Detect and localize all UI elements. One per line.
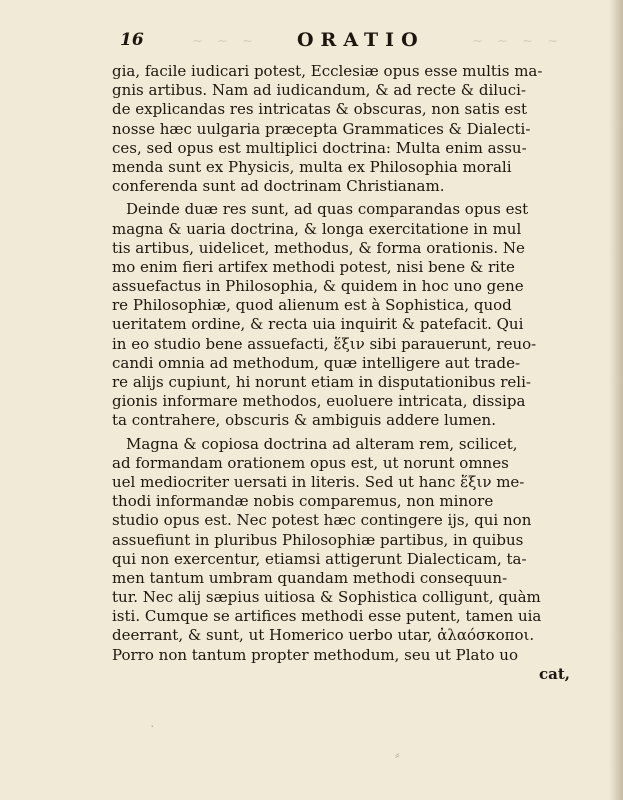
text-line: nosse hæc uulgaria præcepta Grammatices & Dialecti-: [112, 119, 531, 138]
running-title: ORATIO: [297, 29, 425, 51]
page-header: [112, 28, 570, 56]
catchword: cat,: [538, 664, 570, 683]
text-line: assuefactus in Philosophia, & quidem in hoc uno gene: [112, 277, 524, 296]
text-line: in eo studio bene assuefacti, ἕξιν sibi parauerunt, reuo-: [112, 334, 537, 353]
paragraph: [112, 200, 570, 430]
paragraph: [112, 62, 570, 196]
text-line: de explicandas res intricatas & obscuras, non satis est: [112, 100, 528, 119]
text-line: ueritatem ordine, & recta uia inquirit & patefacit. Qui: [112, 315, 524, 334]
text-line: ces, sed opus est multiplici doctrina: Multa enim assu-: [112, 138, 527, 157]
paragraph: [112, 435, 570, 665]
text-line: re alijs cupiunt, hi norunt etiam in disputationibus reli-: [112, 373, 531, 391]
bleed-through-mark: ~ ~ ~: [192, 34, 258, 49]
bleed-through-mark: ~ ~ ~ ~: [472, 34, 563, 49]
text-line: conferenda sunt ad doctrinam Christianam.: [112, 177, 445, 196]
bleed-through-mark: ⸗: [395, 748, 400, 763]
text-line: ta contrahere, obscuris & ambiguis addere lumen.: [112, 411, 496, 430]
text-line: candi omnia ad methodum, quæ intelligere aut trade-: [112, 353, 521, 372]
text-line: magna & uaria doctrina, & longa exercitatione in mul: [112, 219, 522, 238]
text-line: gia, facile iudicari potest, Ecclesiæ opus esse multis ma-: [112, 62, 543, 80]
body-text: [112, 62, 570, 684]
paragraphs: [112, 62, 570, 665]
text-line: tur. Nec alij sæpius uitiosa & Sophistica colligunt, quàm: [112, 588, 541, 607]
text-line: qui non exercentur, etiamsi attigerunt Dialecticam, ta-: [112, 549, 527, 568]
text-line: gionis informare methodos, euoluere intricata, dissipa: [112, 392, 526, 411]
text-line: re Philosophiæ, quod alienum est à Sophistica, quod: [112, 296, 512, 315]
text-line: studio opus est. Nec potest hæc contingere ijs, qui non: [112, 511, 532, 530]
text-line: thodi informandæ nobis comparemus, non minore: [112, 492, 494, 511]
page-edge-shadow: [609, 0, 623, 800]
text-line: men tantum umbram quandam methodi consequun-: [112, 568, 508, 587]
text-line: menda sunt ex Physicis, multa ex Philosophia morali: [112, 157, 512, 176]
page-number: 16: [120, 30, 144, 50]
text-line: uel mediocriter uersati in literis. Sed ut hanc ἕξιν me-: [112, 472, 525, 491]
text-line: tis artibus, uidelicet, methodus, & forma orationis. Ne: [112, 238, 525, 257]
text-line: assuefiunt in pluribus Philosophiæ partibus, in quibus: [112, 530, 524, 549]
text-line: gnis artibus. Nam ad iudicandum, & ad recte & diluci-: [112, 81, 527, 100]
text-line: isti. Cumque se artifices methodi esse putent, tamen uia: [112, 607, 542, 626]
text-line: Porro non tantum propter methodum, seu ut Plato uo: [112, 645, 518, 664]
text-line: Deinde duæ res sunt, ad quas comparandas opus est: [126, 200, 529, 219]
text-line: ad formandam orationem opus est, ut norunt omnes: [112, 453, 509, 472]
bleed-through-mark: ·: [150, 720, 155, 735]
text-line: deerrant, & sunt, ut Homerico uerbo utar, ἀλαόσκοποι.: [112, 626, 535, 645]
text-line: Magna & copiosa doctrina ad alteram rem, scilicet,: [126, 434, 518, 453]
text-line: mo enim fieri artifex methodi potest, nisi bene & rite: [112, 257, 515, 276]
text-block: [112, 28, 570, 684]
